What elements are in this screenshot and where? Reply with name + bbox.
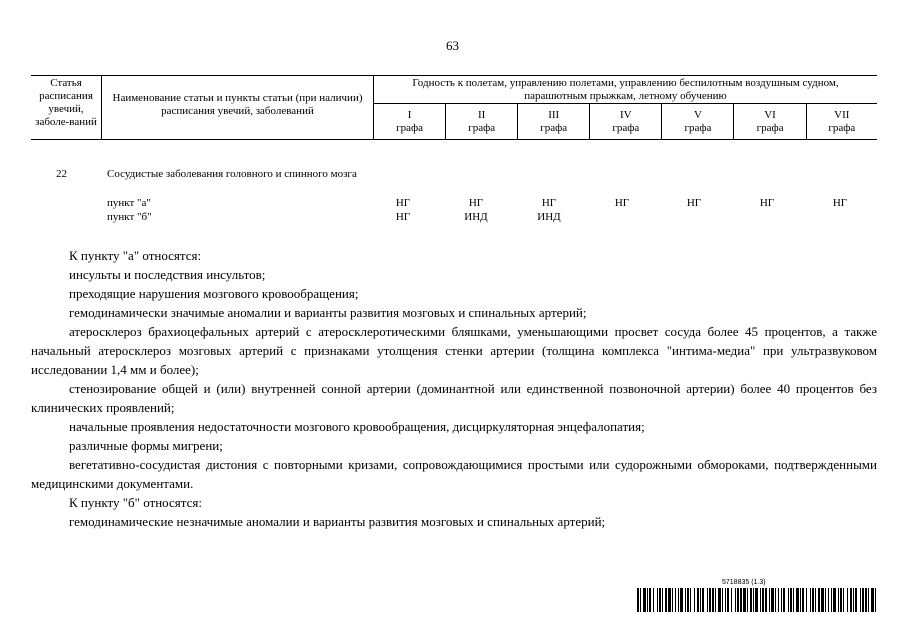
barcode-bar bbox=[818, 588, 820, 612]
value-cell: НГ bbox=[614, 197, 630, 209]
barcode-bar bbox=[690, 588, 691, 612]
barcode-bar bbox=[843, 588, 844, 612]
barcode-bar bbox=[815, 588, 816, 612]
barcode-bar bbox=[697, 588, 699, 612]
barcode-bar bbox=[833, 588, 836, 612]
barcode-bar bbox=[665, 588, 667, 612]
barcode-bar bbox=[860, 588, 861, 612]
barcode-bar bbox=[840, 588, 842, 612]
entry-title: Сосудистые заболевания головного и спинного мозга bbox=[107, 168, 357, 180]
barcode-bar bbox=[747, 588, 748, 612]
column-graph-6: VI графа bbox=[734, 104, 806, 140]
barcode-bar bbox=[743, 588, 746, 612]
barcode-bar bbox=[847, 588, 848, 612]
barcode-bar bbox=[812, 588, 814, 612]
barcode-bar bbox=[662, 588, 663, 612]
barcode-bar bbox=[838, 588, 839, 612]
paragraph: стенозирование общей и (или) внутренней сонной артерии (доминантной или единственной позвоночной артерии) более 40 процентов без клинических проявлений; bbox=[31, 381, 877, 415]
barcode-bar bbox=[712, 588, 714, 612]
column-header-article: Статья расписания увечий, заболе-ваний bbox=[31, 76, 102, 140]
barcode-bar bbox=[760, 588, 761, 612]
barcode-bar bbox=[637, 588, 639, 612]
barcode-bar bbox=[793, 588, 794, 612]
barcode-bar bbox=[680, 588, 683, 612]
barcode-bar bbox=[700, 588, 701, 612]
paragraph: атеросклероз брахиоцефальных артерий с атеросклеротическими бляшками, уменьшающими просвет сосуда более 45 процентов, а также начальный атеросклероз мозговых артерий с признаками утолщения стенки артерии (толщина комплекса "интима-медиа" при ультразвуковом исследовании 1,4 мм и более); bbox=[31, 324, 877, 377]
barcode-bar bbox=[657, 588, 658, 612]
barcode-bar bbox=[715, 588, 716, 612]
barcode-bar bbox=[750, 588, 752, 612]
paragraph: гемодинамические незначимые аномалии и варианты развития мозговых и спинальных артерий; bbox=[69, 514, 606, 529]
column-graph-7: VII графа bbox=[806, 104, 877, 140]
column-header-name: Наименование статьи и пункты статьи (при наличии) расписания увечий, заболеваний bbox=[102, 76, 374, 140]
paragraph: преходящие нарушения мозгового кровообращения; bbox=[69, 286, 359, 301]
barcode-bar bbox=[771, 588, 774, 612]
barcode-bar bbox=[825, 588, 826, 612]
value-cell: ИНД bbox=[537, 211, 561, 223]
barcode-bar bbox=[702, 588, 704, 612]
barcode-bar bbox=[678, 588, 679, 612]
barcode-bar bbox=[718, 588, 721, 612]
barcode-bar bbox=[640, 588, 641, 612]
barcode-bar bbox=[735, 588, 736, 612]
value-cell: ИНД bbox=[464, 211, 488, 223]
page-number: 63 bbox=[446, 38, 459, 53]
column-graph-5: V графа bbox=[662, 104, 734, 140]
paragraph: К пункту "а" относятся: bbox=[69, 248, 202, 263]
barcode-bar bbox=[800, 588, 801, 612]
barcode-bar bbox=[672, 588, 673, 612]
barcode-bar bbox=[781, 588, 782, 612]
barcode-bar bbox=[643, 588, 646, 612]
value-cell: НГ bbox=[468, 197, 484, 209]
column-graph-3: III графа bbox=[518, 104, 590, 140]
barcode-bar bbox=[831, 588, 832, 612]
barcode-bar bbox=[806, 588, 807, 612]
column-header-fitness: Годность к полетам, управлению полетами, управлению беспилотным воздушным судном, парашютным прыжкам, летному обучению bbox=[374, 76, 878, 104]
barcode-bar bbox=[769, 588, 770, 612]
paragraph: различные формы мигрени; bbox=[69, 438, 223, 453]
barcode-bar bbox=[783, 588, 785, 612]
point-label: пункт "а" bbox=[107, 197, 151, 209]
barcode-bar bbox=[687, 588, 689, 612]
paragraph: вегетативно-сосудистая дистония с повторными кризами, сопровождающимися простыми или судорожными обмороками, подтвержденными медицинскими документами. bbox=[31, 457, 877, 491]
barcode-bar bbox=[722, 588, 723, 612]
column-graph-4: IV графа bbox=[590, 104, 662, 140]
barcode-bar bbox=[727, 588, 729, 612]
barcode-bar bbox=[685, 588, 686, 612]
barcode-bar bbox=[762, 588, 764, 612]
entry-point-row bbox=[107, 211, 152, 225]
barcode-bar bbox=[740, 588, 742, 612]
barcode-bar bbox=[875, 588, 876, 612]
value-cell: НГ bbox=[686, 197, 702, 209]
barcode-bar bbox=[821, 588, 824, 612]
value-cell: НГ bbox=[832, 197, 848, 209]
barcode-bar bbox=[868, 588, 869, 612]
paragraph: гемодинамически значимые аномалии и варианты развития мозговых и спинальных артерий; bbox=[69, 305, 587, 320]
barcode-bar bbox=[775, 588, 776, 612]
barcode-bar bbox=[753, 588, 754, 612]
column-graph-2: II графа bbox=[446, 104, 518, 140]
barcode-bar bbox=[765, 588, 767, 612]
barcode-bar bbox=[802, 588, 804, 612]
barcode-bar bbox=[725, 588, 726, 612]
entry-number: 22 bbox=[56, 168, 67, 180]
point-label: пункт "б" bbox=[107, 211, 152, 223]
entry-point-row bbox=[107, 197, 151, 211]
value-cell: НГ bbox=[395, 211, 411, 223]
barcode-bar bbox=[788, 588, 789, 612]
barcode-bar bbox=[675, 588, 676, 612]
barcode-bar bbox=[855, 588, 857, 612]
schedule-table-header bbox=[31, 75, 877, 140]
barcode-bar bbox=[668, 588, 671, 612]
value-cell: НГ bbox=[395, 197, 411, 209]
barcode-bar bbox=[810, 588, 811, 612]
barcode-bar bbox=[694, 588, 695, 612]
value-cell: НГ bbox=[541, 197, 557, 209]
barcode-bar bbox=[647, 588, 648, 612]
barcode-bar bbox=[865, 588, 867, 612]
body-text bbox=[31, 246, 877, 531]
barcode-bar bbox=[649, 588, 651, 612]
column-graph-1: I графа bbox=[374, 104, 446, 140]
paragraph: инсульты и последствия инсультов; bbox=[69, 267, 266, 282]
barcode-bar bbox=[659, 588, 661, 612]
barcode-bar bbox=[707, 588, 708, 612]
barcode-bar bbox=[731, 588, 732, 612]
barcode-bar bbox=[871, 588, 874, 612]
paragraph: К пункту "б" относятся: bbox=[69, 495, 202, 510]
barcode-bar bbox=[790, 588, 792, 612]
barcode-bar bbox=[737, 588, 739, 612]
barcode-label: 5718835 (1.3) bbox=[722, 579, 766, 586]
barcode-bar bbox=[778, 588, 779, 612]
barcode-bar bbox=[796, 588, 799, 612]
barcode-bar bbox=[850, 588, 852, 612]
barcode-bar bbox=[862, 588, 864, 612]
barcode-bar bbox=[755, 588, 758, 612]
barcode-bar bbox=[853, 588, 854, 612]
barcode-bar bbox=[653, 588, 654, 612]
barcode bbox=[637, 588, 878, 612]
paragraph: начальные проявления недостаточности мозгового кровообращения, дисциркуляторная энцефалопатия; bbox=[69, 419, 645, 434]
barcode-bar bbox=[828, 588, 829, 612]
value-cell: НГ bbox=[759, 197, 775, 209]
barcode-bar bbox=[709, 588, 711, 612]
